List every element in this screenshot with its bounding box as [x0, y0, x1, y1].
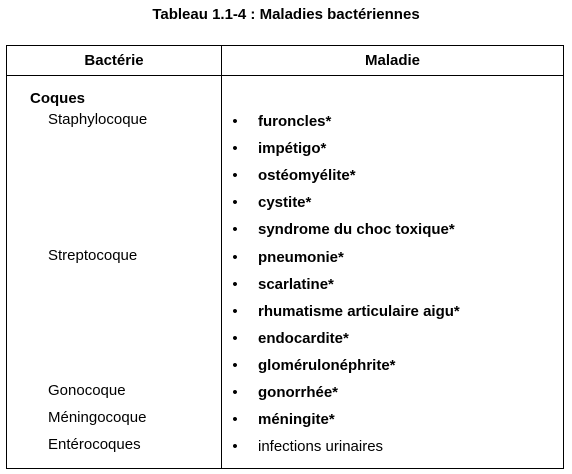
disease-name: ostéomyélite* [258, 167, 356, 185]
table-title: Tableau 1.1-4 : Maladies bactériennes [152, 6, 420, 23]
list-item [229, 221, 559, 248]
disease-name: pneumonie* [258, 248, 344, 266]
bullet-icon: • [232, 411, 238, 429]
list-item [229, 194, 559, 221]
disease-name: glomérulonéphrite* [258, 356, 396, 374]
bullet-icon: • [232, 302, 238, 320]
disease-name: furoncles* [258, 113, 332, 130]
bullet-icon: • [232, 140, 238, 158]
bullet-icon: • [232, 384, 238, 401]
list-item [229, 411, 559, 438]
disease-name: impétigo* [258, 140, 327, 158]
disease-name: cystite* [258, 194, 312, 212]
bacteria-name: Gonocoque [48, 382, 126, 399]
bullet-icon: • [232, 194, 238, 212]
bacteria-name: Entérocoques [48, 436, 141, 454]
bullet-icon: • [232, 113, 238, 130]
disease-name: syndrome du choc toxique* [258, 221, 455, 239]
header-maladie: Maladie [364, 52, 421, 69]
list-item [229, 384, 559, 411]
disease-name: gonorrhée* [258, 384, 339, 401]
list-item [229, 357, 559, 384]
bullet-icon: • [232, 167, 238, 185]
list-item [229, 330, 559, 357]
bacteria-name: Streptocoque [48, 246, 138, 264]
header-bacterie: Bactérie [84, 52, 144, 69]
list-item [229, 113, 559, 140]
bullet-icon: • [232, 221, 238, 239]
bacteria-name: Méningocoque [48, 409, 147, 427]
disease-name: infections urinaires [258, 438, 384, 456]
list-item [229, 140, 559, 167]
bullet-icon: • [232, 438, 238, 456]
disease-name: rhumatisme articulaire aigu* [258, 302, 460, 320]
list-item [229, 167, 559, 194]
disease-name: endocardite* [258, 329, 349, 347]
table-header-row [7, 46, 563, 76]
bullet-icon: • [232, 248, 238, 266]
disease-name: scarlatine* [258, 275, 334, 293]
group-label: Coques [30, 90, 86, 107]
disease-name: méningite* [258, 411, 335, 429]
list-item [229, 438, 559, 465]
bacteria-name: Staphylocoque [48, 111, 148, 128]
column-divider [221, 46, 222, 468]
list-item [229, 303, 559, 330]
bullet-icon: • [232, 275, 238, 293]
list-item [229, 249, 559, 276]
bullet-icon: • [232, 356, 238, 374]
list-item [229, 276, 559, 303]
bacterial-diseases-table [6, 45, 564, 469]
bullet-icon: • [232, 329, 238, 347]
